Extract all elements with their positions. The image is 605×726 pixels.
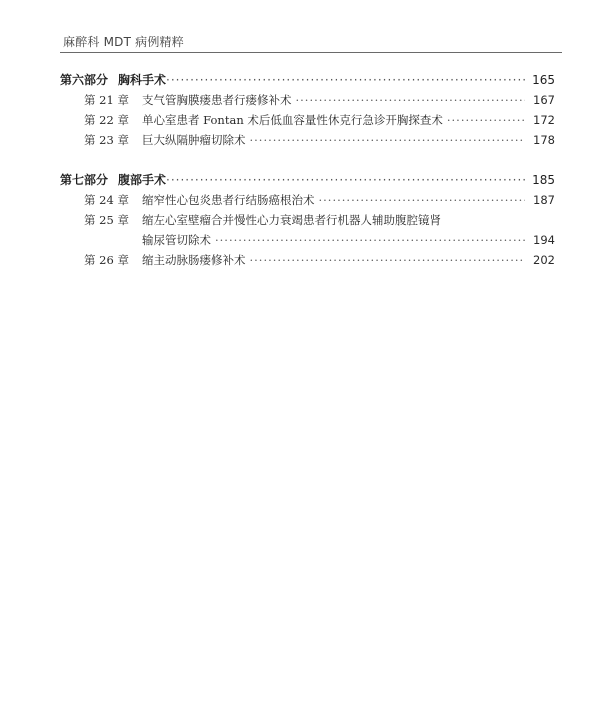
chapter-number: 第 26 章: [84, 253, 129, 267]
chapter-number: 第 23 章: [84, 133, 129, 147]
chapter-title: 缩窄性心包炎患者行结肠癌根治术: [142, 193, 315, 207]
page-number: 187: [533, 193, 555, 207]
chapter-number: 第 22 章: [84, 113, 129, 127]
chapter-title-continued: 输尿管切除术: [142, 233, 211, 247]
chapter-number: 第 21 章: [84, 93, 129, 107]
page-number: 185: [532, 173, 555, 187]
toc-chapter-23[interactable]: [60, 130, 555, 150]
page-number: 194: [533, 233, 555, 247]
chapter-number: 第 24 章: [84, 193, 129, 207]
toc-chapter-25-continued[interactable]: [60, 230, 555, 250]
running-header: 麻醉科 MDT 病例精粹: [63, 35, 184, 49]
toc-chapter-25[interactable]: [60, 210, 555, 230]
toc-chapter-22[interactable]: [60, 110, 555, 130]
toc-chapter-26[interactable]: [60, 250, 555, 270]
part-label: 第七部分: [60, 173, 109, 187]
dot-leader: [296, 90, 526, 110]
chapter-title: 单心室患者 Fontan 术后低血容量性休克行急诊开胸探查术: [142, 113, 443, 127]
header-rule: [60, 52, 562, 53]
chapter-title: 支气管胸膜瘘患者行瘘修补术: [142, 93, 292, 107]
page-number: 202: [533, 253, 555, 267]
section-spacer: [60, 150, 555, 170]
chapter-title: 巨大纵隔肿瘤切除术: [142, 133, 246, 147]
dot-leader: [319, 190, 526, 210]
dot-leader: [215, 230, 525, 250]
page-number: 172: [533, 113, 555, 127]
chapter-title: 缩主动脉肠瘘修补术: [142, 253, 246, 267]
dot-leader: [250, 130, 526, 150]
toc-part-6[interactable]: [60, 70, 555, 90]
part-title: 胸科手术: [118, 73, 167, 87]
toc-chapter-24[interactable]: [60, 190, 555, 210]
chapter-number: 第 25 章: [84, 213, 129, 227]
part-title: 腹部手术: [118, 173, 167, 187]
dot-leader: [166, 70, 525, 90]
page-number: 167: [533, 93, 555, 107]
dot-leader: [250, 250, 526, 270]
dot-leader: [447, 110, 525, 130]
table-of-contents: [60, 70, 555, 270]
chapter-title: 缩左心室壁瘤合并慢性心力衰竭患者行机器人辅助腹腔镜肾: [142, 213, 441, 227]
page-number: 165: [532, 73, 555, 87]
toc-chapter-21[interactable]: [60, 90, 555, 110]
page-number: 178: [533, 133, 555, 147]
toc-part-7[interactable]: [60, 170, 555, 190]
dot-leader: [166, 170, 525, 190]
part-label: 第六部分: [60, 73, 109, 87]
